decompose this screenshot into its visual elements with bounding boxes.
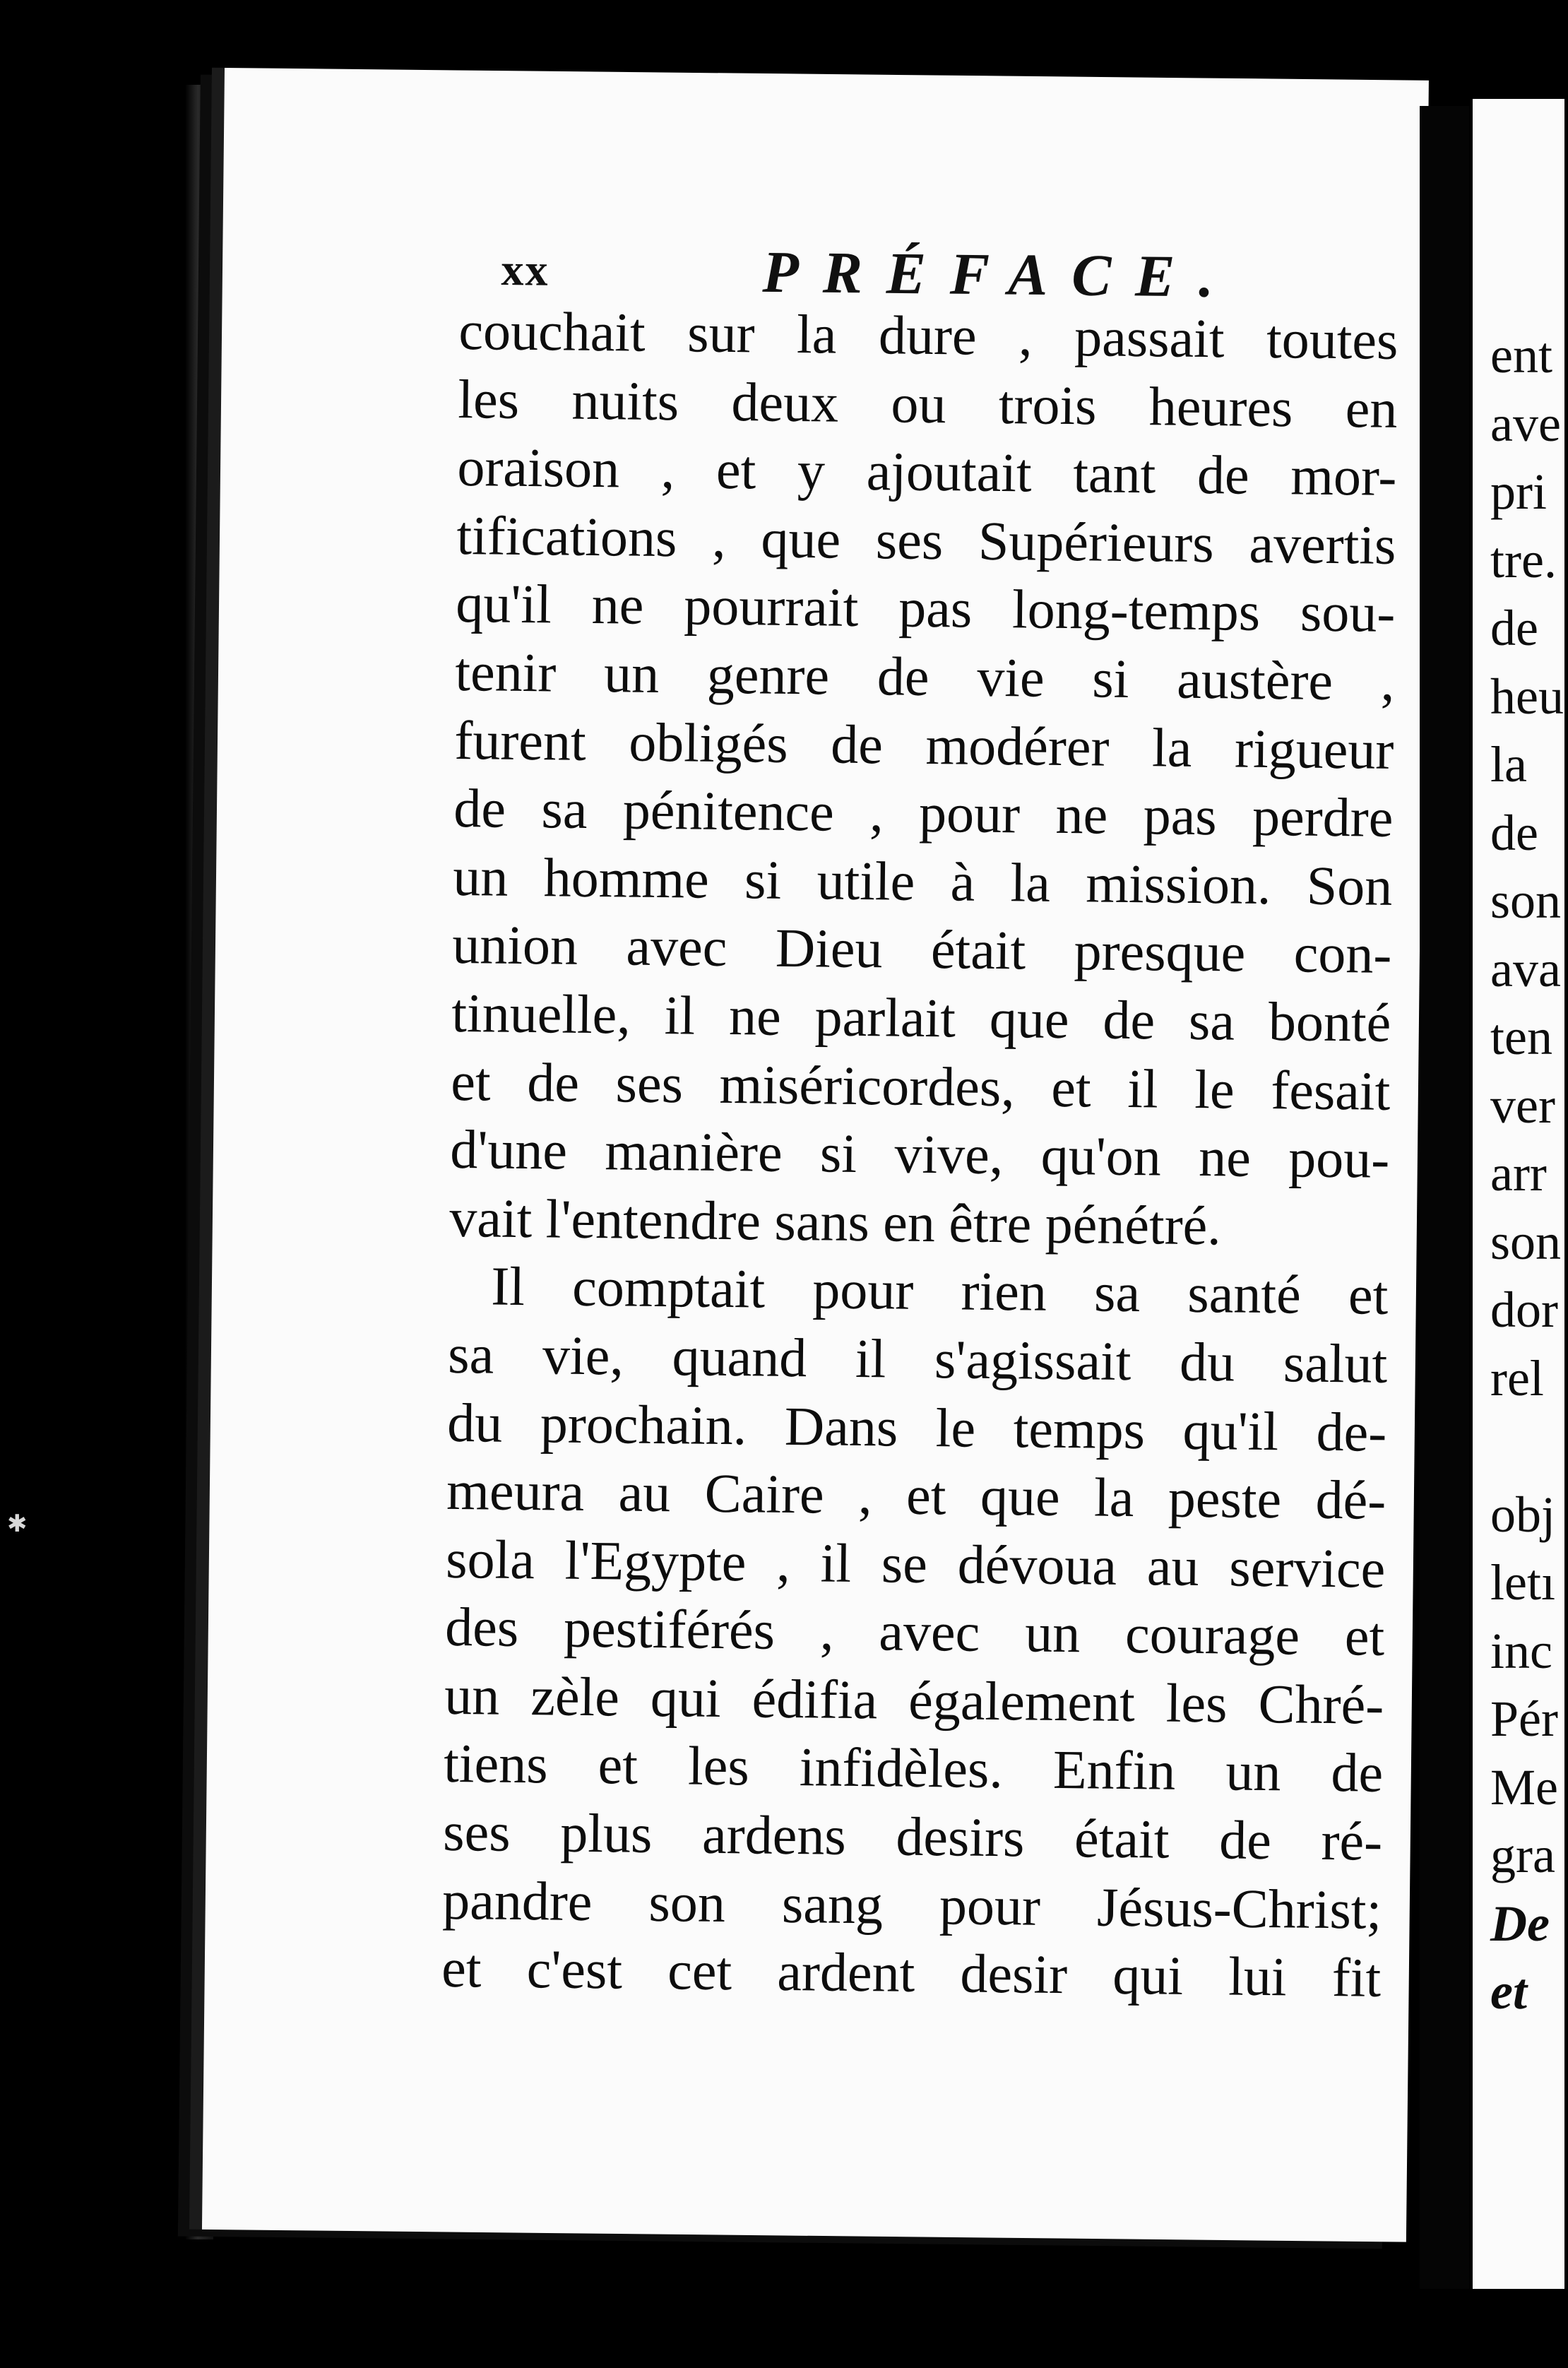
facing-line: la [1490,736,1527,793]
body-text [441,297,1398,2013]
facing-line: ent [1490,327,1552,384]
running-title: PRÉFACE. [762,239,1238,310]
facing-line: son [1490,1213,1562,1270]
facing-line: heu [1490,668,1564,725]
facing-line: arr [1490,1145,1547,1202]
facing-line: ava [1490,940,1561,997]
facing-line: De [1490,1895,1550,1952]
text-line: tiens et les infidèles. Enfin un de [443,1732,1384,1804]
facing-line: obj [1490,1486,1556,1543]
text-line: tifications , que ses Supérieurs avertis [456,504,1396,576]
facing-line: gra [1490,1827,1555,1883]
facing-line: ten [1490,1009,1552,1065]
text-line: un homme si utile à la mission. Son [452,845,1393,917]
text-line: du prochain. Dans le temps qu'il de- [446,1391,1387,1463]
text-line: d'une manière si vive, qu'on ne pou- [449,1118,1390,1190]
text-line: et c'est cet ardent desir qui lui fit [441,1937,1382,2009]
facing-line: de [1490,804,1538,861]
text-line: tenir un genre de vie si austère , [454,640,1395,712]
facing-line: rel [1490,1349,1544,1407]
paragraph-end-line: vait l'entendre sans en être pénétré. [449,1186,1222,1257]
text-line: furent obligés de modérer la rigueur [453,709,1394,781]
text-line: qu'il ne pourrait pas long-temps sou- [456,572,1396,644]
facing-line: pri [1490,463,1547,520]
text-line: les nuits deux ou trois heures en [458,367,1398,439]
facing-line [1490,1412,1568,1481]
book-gutter [1420,106,1469,2289]
text-line: ses plus ardens desirs était de ré- [442,1800,1383,1872]
facing-line: ave [1490,395,1561,452]
text-line: sola l'Egypte , il se dévoua au service [445,1527,1386,1599]
text-line: et de ses miséricordes, et il le fesait [450,1050,1391,1122]
facing-line: inc [1490,1622,1552,1679]
text-line: des pestiférés , avec un courage et [444,1596,1385,1668]
text-line: meura au Caire , et que la peste dé- [446,1460,1386,1531]
facing-line: et [1490,1963,1527,2020]
facing-line: Pér [1490,1691,1558,1747]
facing-line: dor [1490,1281,1558,1338]
facing-line: de [1490,600,1538,656]
facing-line: Me [1490,1758,1558,1816]
text-line: de sa pénitence , pour ne pas perdre [453,777,1394,849]
text-line: union avec Dieu était presque con- [451,913,1392,985]
facing-line: son [1490,872,1562,929]
facing-page-text [1490,321,1568,2026]
scan-speck-icon: ✱ [7,1511,28,1537]
text-line: un zèle qui édifia également les Chré- [444,1664,1384,1736]
text-line: sa vie, quand il s'agissait du salut [447,1322,1388,1395]
text-line: pandre son sang pour Jésus-Christ; [441,1869,1382,1941]
text-line: couchait sur la dure , passait toutes [458,299,1398,371]
text-line: tinuelle, il ne parlait que de sa bonté [451,981,1391,1053]
paragraph-start-line: Il comptait pour rien sa santé et [490,1255,1389,1327]
facing-line: letı [1490,1554,1555,1611]
facing-line: ver [1490,1077,1555,1134]
text-line: oraison , et y ajoutait tant de mor- [457,436,1397,508]
page-number: xx [501,244,550,295]
facing-line: tre. [1490,531,1557,588]
